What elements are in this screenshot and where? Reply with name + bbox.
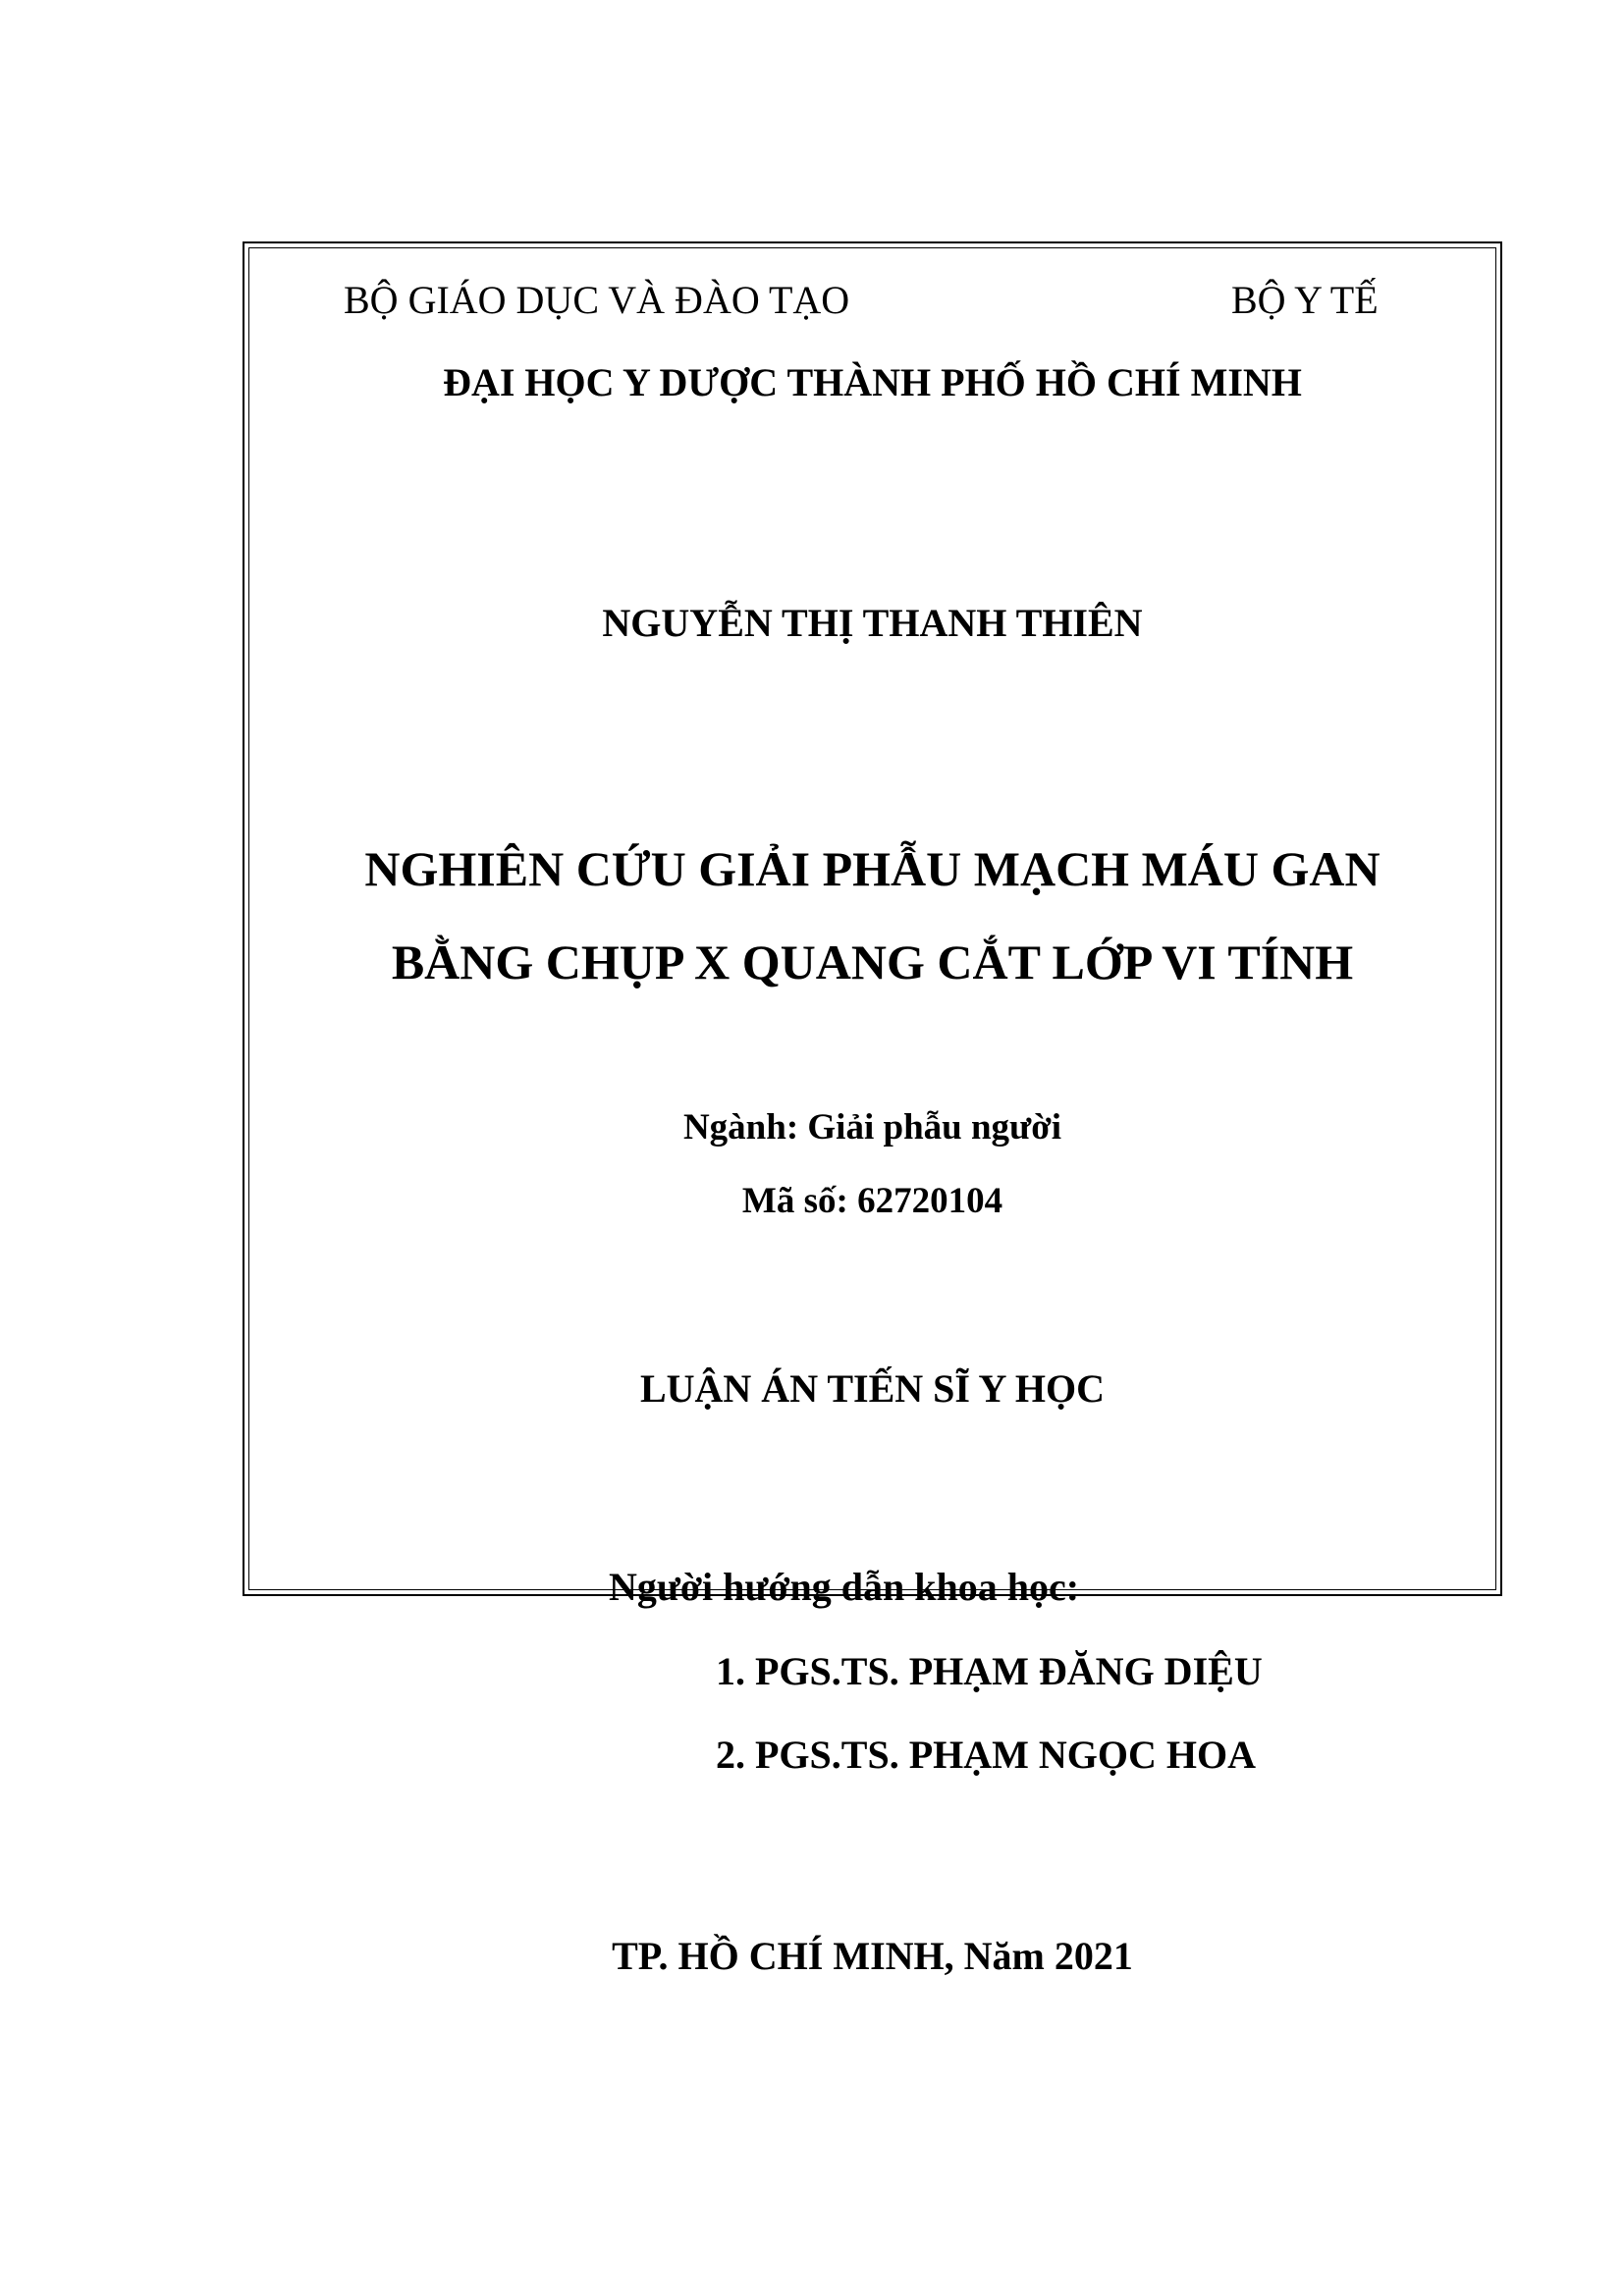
author-name: NGUYỄN THỊ THANH THIÊN (602, 601, 1143, 645)
advisors-label: Người hướng dẫn khoa học: (609, 1565, 1080, 1609)
ministry-of-education: BỘ GIÁO DỤC VÀ ĐÀO TẠO (344, 278, 850, 322)
ministry-of-health: BỘ Y TẾ (1231, 278, 1379, 322)
major: Ngành: Giải phẫu người (682, 1107, 1062, 1148)
place-and-year: TP. HỒ CHÍ MINH, Năm 2021 (612, 1934, 1133, 1978)
thesis-title-line-2: BẰNG CHỤP X QUANG CẮT LỚP VI TÍNH (391, 934, 1354, 989)
university-name: ĐẠI HỌC Y DƯỢC THÀNH PHỐ HỒ CHÍ MINH (443, 360, 1302, 404)
advisor-item: 2. PGS.TS. PHẠM NGỌC HOA (716, 1733, 1257, 1777)
major-code: Mã số: 62720104 (741, 1181, 1003, 1221)
advisor-item: 1. PGS.TS. PHẠM ĐĂNG DIỆU (716, 1649, 1263, 1693)
thesis-title-line-1: NGHIÊN CỨU GIẢI PHẪU MẠCH MÁU GAN (364, 841, 1380, 896)
degree-type: LUẬN ÁN TIẾN SĨ Y HỌC (639, 1366, 1106, 1411)
